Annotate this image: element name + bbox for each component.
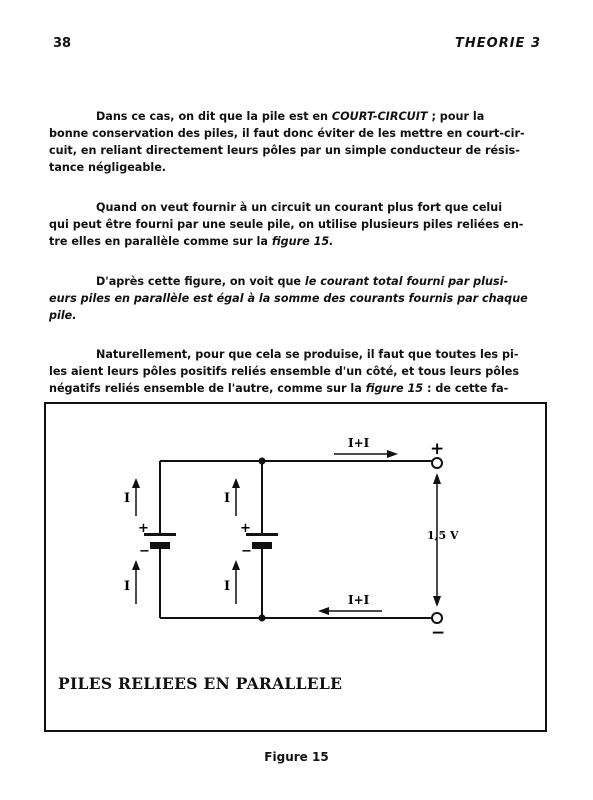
text-span: ; pour la	[427, 110, 485, 123]
paragraph-short-circuit	[49, 108, 531, 176]
text-line	[49, 273, 531, 290]
cell2-negative-plate	[252, 542, 272, 549]
arrowhead	[232, 560, 240, 570]
negative-terminal	[432, 613, 442, 623]
text-line: Naturellement, pour que cela se produise, il faut que toutes les pi-	[96, 348, 519, 361]
text-line: cuit, en reliant directement leurs pôles par un simple conducteur de résis-	[49, 144, 520, 157]
emphasis-text: COURT-CIRCUIT	[331, 110, 428, 123]
top-current-label: I+I	[348, 436, 370, 450]
paragraph-parallel-intro	[49, 199, 531, 250]
positive-terminal	[432, 458, 442, 468]
cell1-minus-sign: −	[139, 544, 150, 559]
top-junction-dot	[259, 458, 266, 465]
cell2-plus-sign: +	[240, 521, 251, 536]
figure-frame	[44, 402, 547, 732]
arrowhead	[132, 560, 140, 570]
voltage-arrowhead-up	[433, 473, 441, 484]
text-line	[49, 108, 531, 125]
arrowhead-right	[387, 450, 398, 458]
arrowhead-left	[318, 607, 329, 615]
page-number: 38	[53, 36, 72, 51]
text-line: pile.	[49, 309, 77, 322]
cell1-upper-current-label: I	[124, 491, 131, 506]
minus-terminal-sign: −	[431, 623, 446, 643]
text-span: négatifs reliés ensemble de l'autre, comme sur la	[49, 382, 366, 395]
text-span: tre elles en parallèle comme sur la	[49, 235, 272, 248]
plus-terminal-sign: +	[430, 439, 445, 459]
figure-title: PILES RELIEES EN PARALLELE	[58, 674, 343, 693]
arrowhead	[132, 478, 140, 488]
cell1-plus-sign: +	[138, 521, 149, 536]
text-line: bonne conservation des piles, il faut donc éviter de les mettre en court-cir-	[49, 127, 525, 140]
voltage-label: 1,5 V	[427, 529, 459, 542]
emphasis-text: le courant total fourni par plusi-	[304, 275, 509, 288]
voltage-arrowhead-down	[433, 596, 441, 607]
text-line	[49, 233, 531, 250]
text-line: Quand on veut fournir à un circuit un courant plus fort que celui	[96, 201, 503, 214]
text-span: D'après cette figure, on voit que	[96, 275, 305, 288]
text-line: qui peut être fourni par une seule pile, on utilise plusieurs piles reliées en-	[49, 218, 524, 231]
bottom-junction-dot	[259, 615, 266, 622]
text-line: les aient leurs pôles positifs reliés ensemble d'un côté, et tous leurs pôles	[49, 365, 520, 378]
cell2-minus-sign: −	[241, 544, 252, 559]
cell2-lower-current-label: I	[224, 579, 231, 594]
text-line: tance négligeable.	[49, 161, 167, 174]
text-line	[49, 380, 531, 397]
figure-reference: figure 15	[365, 382, 424, 395]
figure-reference: figure 15.	[271, 235, 334, 248]
cell1-lower-current-label: I	[124, 579, 131, 594]
arrowhead	[232, 478, 240, 488]
text-line: eurs piles en parallèle est égal à la somme des courants fournis par chaque	[49, 292, 528, 305]
cell1-negative-plate	[150, 542, 170, 549]
cell2-upper-current-label: I	[224, 491, 231, 506]
figure-caption: Figure 15	[264, 750, 329, 764]
chapter-heading: THEORIE 3	[455, 36, 541, 51]
text-span: : de cette fa-	[423, 382, 509, 395]
paragraph-current-sum	[49, 273, 531, 324]
paragraph-polarity	[49, 346, 531, 397]
text-span: Dans ce cas, on dit que la pile est en	[96, 110, 332, 123]
bottom-current-label: I+I	[348, 593, 370, 607]
